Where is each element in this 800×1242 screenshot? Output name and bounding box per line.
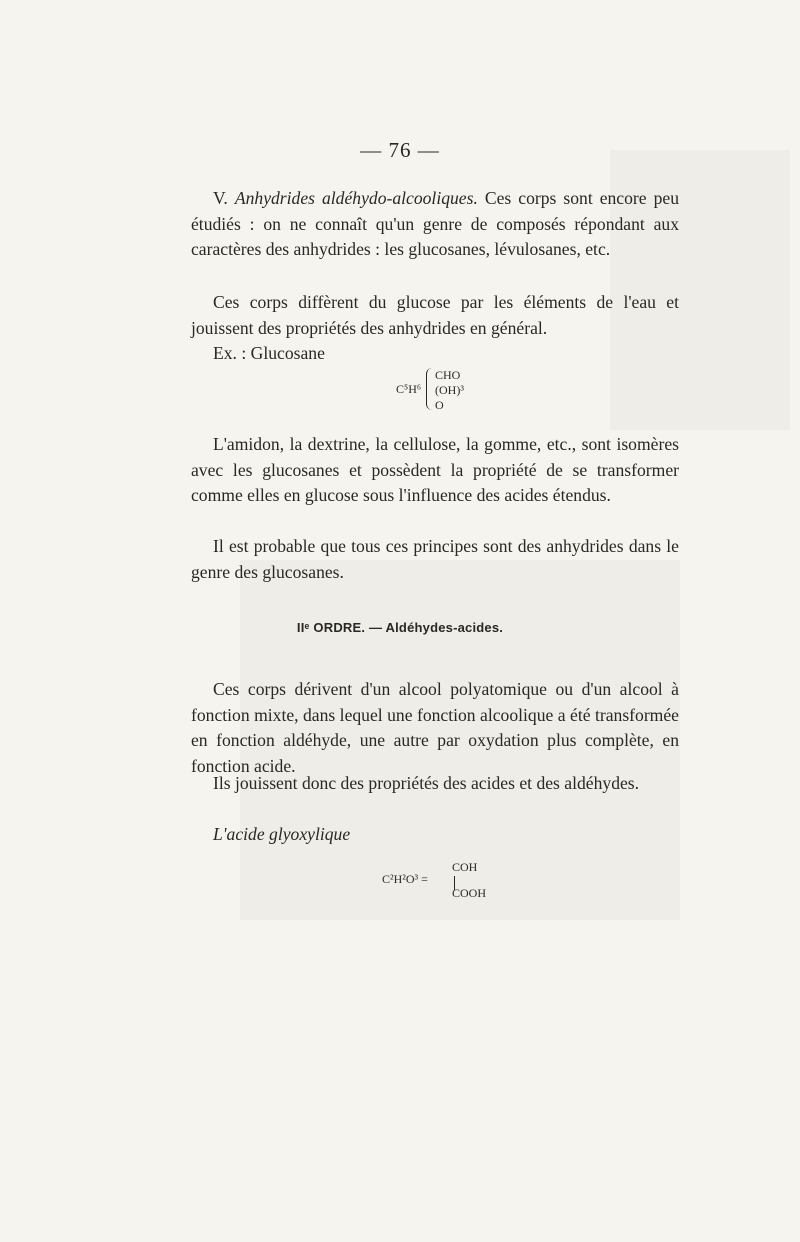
example-line	[191, 341, 679, 367]
example-label: Ex. : Glucosane	[213, 343, 325, 363]
section-v-text: Ces corps sont encore peu étudiés : on ne connaît qu'un genre de composés répondant aux caractères des anhydrides : les glucosanes, lévulosanes, etc.	[191, 188, 679, 259]
paragraph-4	[191, 534, 679, 585]
paragraph-4-text: Il est probable que tous ces principes sont des anhydrides dans le genre des glucosanes.	[191, 536, 679, 582]
formula-row: O	[435, 398, 444, 412]
formula-row: (OH)³	[435, 383, 464, 397]
paragraph-7	[191, 822, 679, 848]
paragraph-7-text: L'acide glyoxylique	[213, 824, 351, 844]
formula-brace	[426, 368, 433, 410]
section-v-paragraph	[191, 186, 679, 263]
section-heading: IIᵉ ORDRE. — Aldéhydes-acides.	[296, 620, 504, 635]
paragraph-6	[191, 771, 679, 797]
formula-left-term: C⁵H⁶	[396, 382, 422, 396]
paragraph-3-text: L'amidon, la dextrine, la cellulose, la gomme, etc., sont isomères avec les glucosanes et possèdent la propriété de se transformer comme elles en glucose sous l'influence des acides étendus.	[191, 434, 679, 505]
paragraph-5-text: Ces corps dérivent d'un alcool polyatomique ou d'un alcool à fonction mixte, dans lequel une fonction alcoolique a été transformée en fonction aldéhyde, une autre par oxydation plus complète, en fonction acide.	[191, 679, 679, 776]
section-v-label: V.	[213, 188, 228, 208]
page-number: — 76 —	[360, 138, 440, 162]
paragraph-2	[191, 290, 679, 341]
formula-left-term: C²H²O³ =	[382, 872, 428, 886]
paragraph-2-text: Ces corps diffèrent du glucose par les éléments de l'eau et jouissent des propriétés des anhydrides en général.	[191, 292, 679, 338]
paragraph-3	[191, 432, 679, 509]
formula-row: CHO	[435, 368, 461, 382]
formula-top-group: COH	[452, 860, 478, 874]
section-v-title: Anhydrides aldéhydo-alcooliques.	[234, 188, 478, 208]
paragraph-6-text: Ils jouissent donc des propriétés des acides et des aldéhydes.	[213, 773, 640, 793]
paragraph-5	[191, 677, 679, 779]
formula-bottom-group: COOH	[452, 886, 487, 900]
